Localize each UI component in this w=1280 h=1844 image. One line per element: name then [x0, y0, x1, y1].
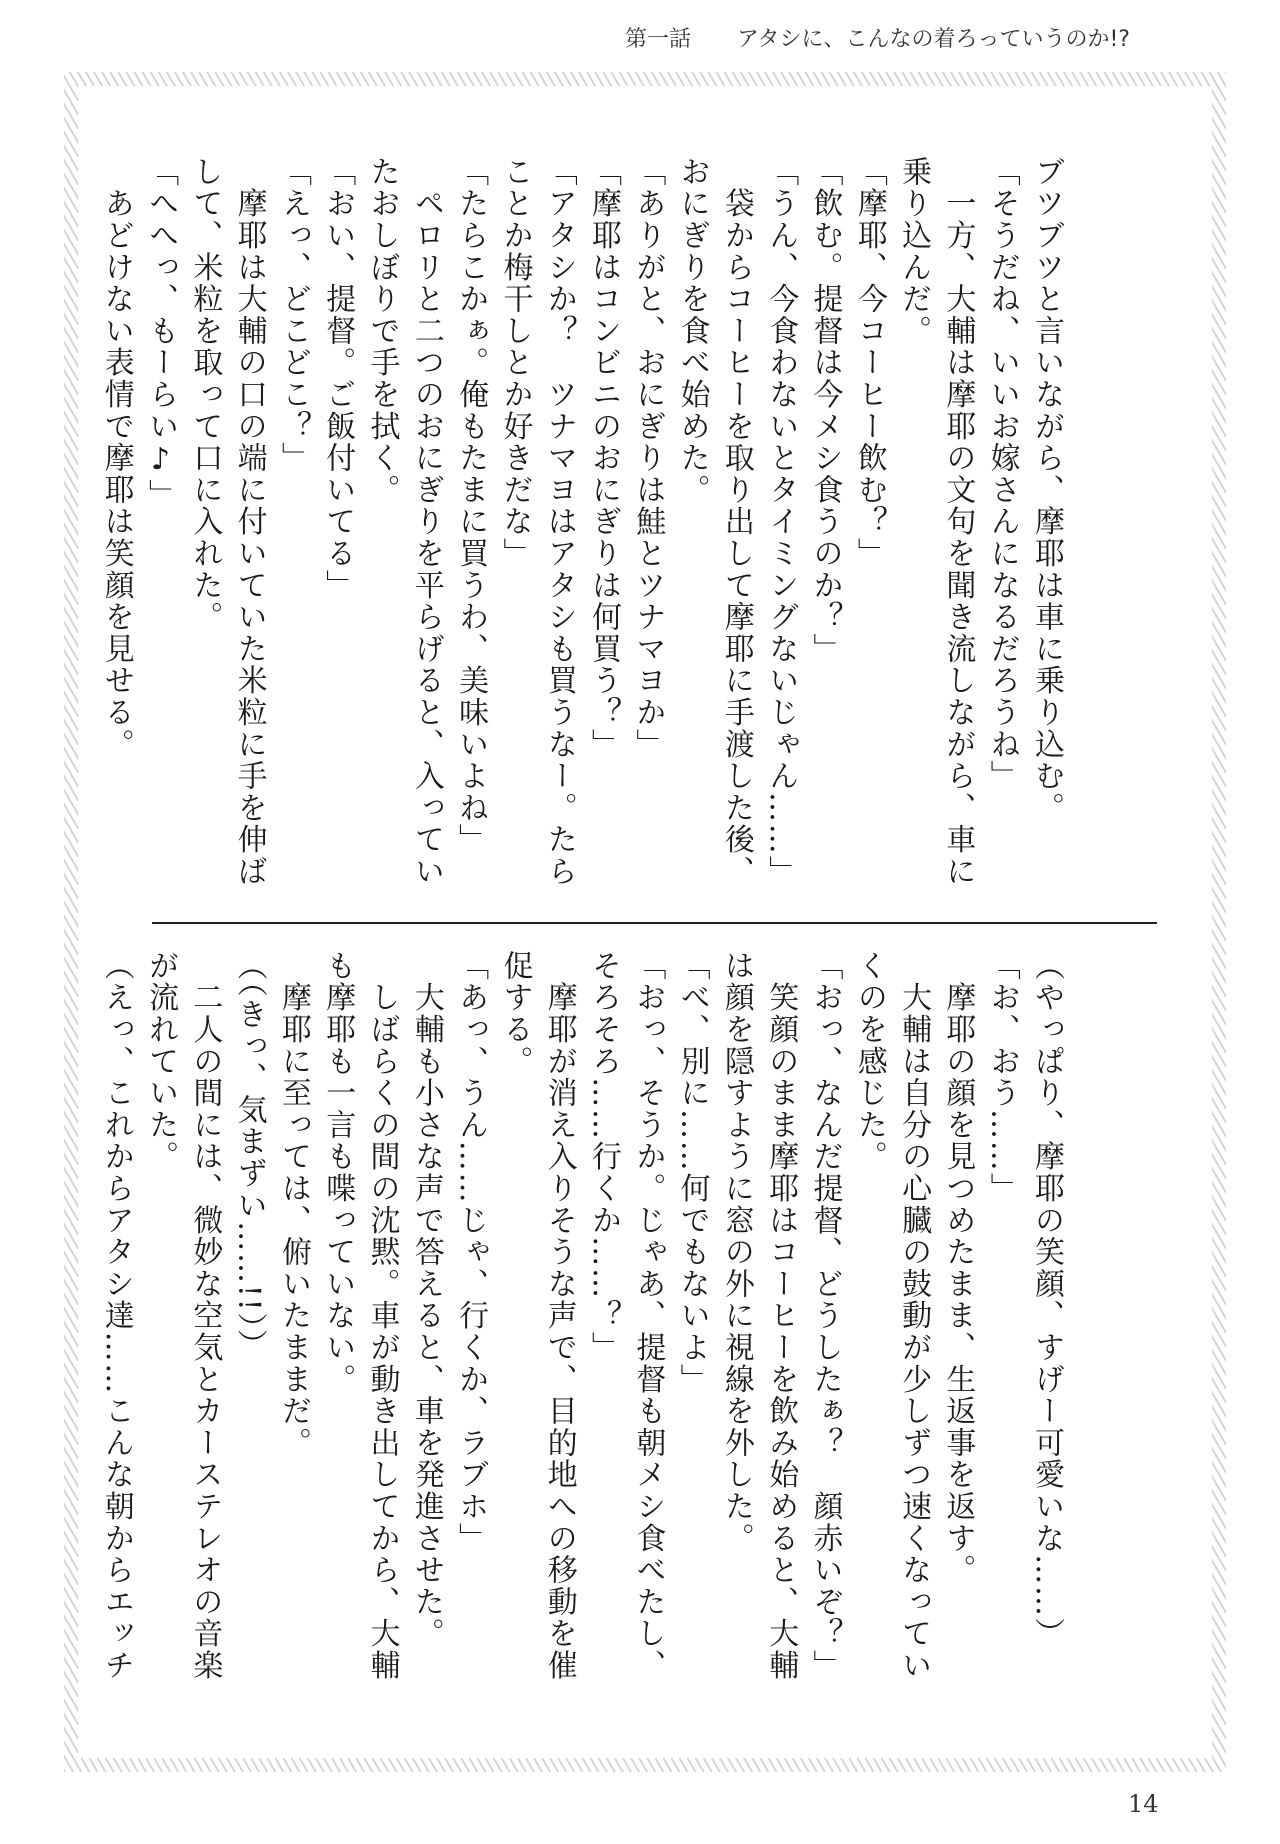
text-block-top [93, 156, 1068, 906]
text-line: 「えっ、どこどこ？」 [275, 156, 311, 474]
text-line: 「おっ、なんだ提督、どうしたぁ？ 顔赤いぞ？」 [807, 950, 843, 1682]
text-line: が流れていた。 [143, 950, 179, 1173]
text-line: 摩耶が消え入りそうな声で、目的地への移動を催 [541, 950, 577, 1682]
text-line: 「べ、別に……何でもないよ」 [674, 950, 710, 1396]
chapter-title: アタシに、こんなの着ろっていうのか!? [737, 27, 1130, 52]
text-line: ブツブツと言いながら、摩耶は車に乗り込む。 [1029, 156, 1064, 824]
text-line: たおしぼりで手を拭く。 [364, 156, 400, 506]
text-line: 「おっ、そうか。じゃあ、提督も朝メシ食べたし、 [630, 950, 666, 1682]
text-line: 「摩耶、今コーヒー飲む？」 [851, 156, 887, 570]
text-line: 一方、大輔は摩耶の文句を聞き流しながら、車に [940, 156, 976, 888]
text-line: して、米粒を取って口に入れた。 [187, 156, 223, 633]
text-line: 「たらこかぁ。俺もたまに買うわ、美味いよね」 [453, 156, 489, 856]
text-line: 袋からコーヒーを取り出して摩耶に手渡した後、 [718, 156, 754, 888]
text-line: 摩耶は大輔の口の端に付いていた米粒に手を伸ば [231, 156, 267, 888]
text-line: 「へへっ、もーらい♪」 [143, 156, 179, 511]
running-header [625, 22, 1176, 53]
text-line: 摩耶の顔を見つめたまま、生返事を返す。 [940, 950, 976, 1586]
text-line: 大輔も小さな声で答えると、車を発進させた。 [408, 950, 444, 1650]
text-line: （やっぱり、摩耶の笑顔、すげー可愛いな……） [1029, 950, 1064, 1650]
text-line: 促する。 [497, 950, 533, 1078]
text-line: 「摩耶はコンビニのおにぎりは何買う？」 [586, 156, 622, 761]
text-line: 笑顔のまま摩耶はコーヒーを飲み始めると、大輔 [763, 950, 799, 1682]
text-line: あどけない表情で摩耶は笑顔を見せる。 [98, 156, 134, 761]
text-line: 乗り込んだ。 [896, 156, 932, 347]
text-block-bottom [93, 950, 1068, 1730]
text-line: 摩耶に至っては、俯いたままだ。 [275, 950, 311, 1459]
text-line: おにぎりを食べ始めた。 [674, 156, 710, 506]
text-line: 「お、おう……」 [984, 950, 1020, 1205]
text-line: ことか梅干しとか好きだな」 [497, 156, 533, 570]
text-line: 「そうだね、いいお嫁さんになるだろうね」 [984, 156, 1020, 792]
section-divider [152, 922, 1157, 924]
text-line: 「おい、提督。ご飯付いてる」 [320, 156, 356, 602]
page-number: 14 [1128, 1790, 1159, 1818]
text-line: （（きっ、気まずい……!!）） [231, 950, 267, 1362]
text-line: は顔を隠すように窓の外に視線を外した。 [718, 950, 754, 1555]
text-line: 「あっ、うん……じゃ、行くか、ラブホ」 [453, 950, 489, 1555]
chapter-label: 第一話 [625, 27, 692, 52]
text-line: くのを感じた。 [851, 950, 887, 1173]
text-line: 「うん、今食わないとタイミングないじゃん……」 [763, 156, 799, 888]
text-line: 「ありがと、おにぎりは鮭とツナマヨか」 [630, 156, 666, 761]
text-line: 二人の間には、微妙な空気とカーステレオの音楽 [187, 950, 223, 1682]
text-line: ペロリと二つのおにぎりを平らげると、入ってい [408, 156, 444, 888]
text-line: （えっ、これからアタシ達……こんな朝からエッチ [98, 950, 134, 1682]
text-line: そろそろ……行くか……？」 [586, 950, 622, 1364]
text-line: 「飲む。提督は今メシ食うのか？」 [807, 156, 843, 665]
text-line: 「アタシか？ ツナマヨはアタシも買うなー。たら [541, 156, 577, 888]
text-line: しばらくの間の沈黙。車が動き出してから、大輔 [364, 950, 400, 1682]
text-line: も摩耶も一言も喋っていない。 [320, 950, 356, 1396]
text-line: 大輔は自分の心臓の鼓動が少しずつ速くなってい [896, 950, 932, 1682]
